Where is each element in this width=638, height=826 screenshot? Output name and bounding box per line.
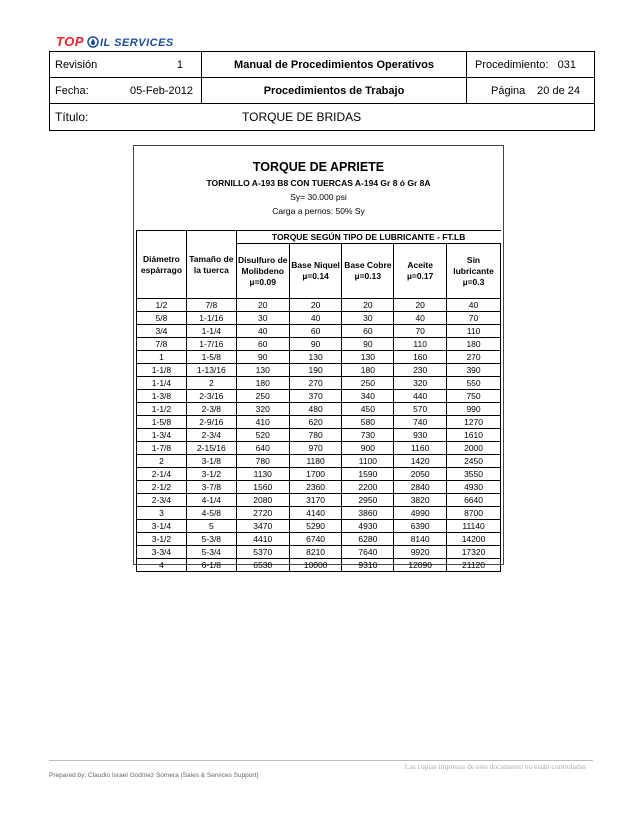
table-cell: 20 (342, 299, 394, 312)
table-cell: 900 (342, 442, 394, 455)
table-cell: 14200 (447, 533, 501, 546)
table-cell: 3-3/4 (137, 546, 187, 559)
table-cell: 1420 (394, 455, 447, 468)
table-cell: 4-1/4 (186, 494, 236, 507)
table-row (137, 429, 501, 442)
table-cell: 1-1/4 (137, 377, 187, 390)
table-cell: 1130 (236, 468, 289, 481)
table-cell: 130 (236, 364, 289, 377)
title-label: Título: (55, 110, 89, 124)
table-cell: 1-7/8 (137, 442, 187, 455)
table-row (137, 455, 501, 468)
table-cell: 2-1/4 (137, 468, 187, 481)
table-cell: 2 (186, 377, 236, 390)
table-cell: 11140 (447, 520, 501, 533)
table-cell: 1-1/16 (186, 312, 236, 325)
table-cell: 1590 (342, 468, 394, 481)
header-row-revision (50, 52, 594, 78)
table-cell: 70 (447, 312, 501, 325)
manual-title: Manual de Procedimientos Operativos (202, 52, 467, 77)
header-row-date (50, 78, 594, 104)
col-header-nickel: Base Niquel µ=0.14 (289, 244, 342, 299)
table-cell: 1-3/4 (137, 429, 187, 442)
table-cell: 180 (447, 338, 501, 351)
table-cell: 17320 (447, 546, 501, 559)
table-cell: 180 (342, 364, 394, 377)
page-label: Página (491, 84, 526, 97)
table-cell: 550 (447, 377, 501, 390)
table-cell: 640 (236, 442, 289, 455)
table-cell: 4140 (289, 507, 342, 520)
logo-top-text: TOP (56, 34, 84, 49)
table-row (137, 468, 501, 481)
table-cell: 40 (447, 299, 501, 312)
table-cell: 2-3/4 (186, 429, 236, 442)
section-title: Procedimientos de Trabajo (202, 78, 467, 103)
table-row (137, 546, 501, 559)
table-cell: 1-3/8 (137, 390, 187, 403)
table-cell: 1-1/8 (137, 364, 187, 377)
table-cell: 130 (289, 351, 342, 364)
torque-bolt-spec: TORNILLO A-193 B8 CON TUERCAS A-194 Gr 8 ó Gr 8A (206, 178, 431, 188)
table-cell: 5-3/8 (186, 533, 236, 546)
table-cell: 6390 (394, 520, 447, 533)
table-cell: 4990 (394, 507, 447, 520)
table-cell: 1180 (289, 455, 342, 468)
table-cell: 3-7/8 (186, 481, 236, 494)
procedure-value: 031 (557, 58, 576, 71)
table-row (137, 507, 501, 520)
table-cell: 6-1/8 (186, 559, 236, 572)
table-row (137, 377, 501, 390)
table-cell: 1 (137, 351, 187, 364)
table-row (137, 442, 501, 455)
table-cell: 30 (342, 312, 394, 325)
table-cell: 8700 (447, 507, 501, 520)
table-row (137, 481, 501, 494)
table-cell: 1/2 (137, 299, 187, 312)
table-cell: 3/4 (137, 325, 187, 338)
table-cell: 2080 (236, 494, 289, 507)
table-cell: 12090 (394, 559, 447, 572)
table-cell: 450 (342, 403, 394, 416)
table-cell: 2360 (289, 481, 342, 494)
torque-table-body (137, 299, 501, 572)
table-cell: 40 (236, 325, 289, 338)
table-cell: 570 (394, 403, 447, 416)
table-cell: 1-5/8 (186, 351, 236, 364)
table-cell: 520 (236, 429, 289, 442)
table-cell: 5-3/4 (186, 546, 236, 559)
table-cell: 270 (289, 377, 342, 390)
table-cell: 270 (447, 351, 501, 364)
torque-table (136, 230, 501, 572)
table-cell: 5290 (289, 520, 342, 533)
table-cell: 1-1/2 (137, 403, 187, 416)
table-cell: 2-3/4 (137, 494, 187, 507)
table-cell: 8210 (289, 546, 342, 559)
document-header (49, 51, 595, 131)
table-cell: 20 (236, 299, 289, 312)
table-cell: 1560 (236, 481, 289, 494)
table-cell: 40 (289, 312, 342, 325)
table-cell: 160 (394, 351, 447, 364)
table-cell: 6640 (447, 494, 501, 507)
col-header-diameter: Diámetro espárrago (137, 231, 187, 299)
table-cell: 1270 (447, 416, 501, 429)
table-cell: 5 (186, 520, 236, 533)
header-row-title (50, 104, 594, 130)
table-cell: 370 (289, 390, 342, 403)
table-cell: 20 (289, 299, 342, 312)
table-cell: 780 (236, 455, 289, 468)
table-cell: 30 (236, 312, 289, 325)
col-header-oil: Aceite µ=0.17 (394, 244, 447, 299)
table-cell: 2950 (342, 494, 394, 507)
table-cell: 90 (342, 338, 394, 351)
col-header-molybdenum: Disulfuro de Molibdeno µ=0.09 (236, 244, 289, 299)
oil-drop-icon (87, 36, 99, 48)
table-cell: 4410 (236, 533, 289, 546)
torque-table-card (133, 145, 504, 570)
torque-title: TORQUE DE APRIETE (252, 160, 385, 174)
table-cell: 60 (289, 325, 342, 338)
table-cell: 340 (342, 390, 394, 403)
table-cell: 3 (137, 507, 187, 520)
table-row (137, 416, 501, 429)
col-header-no-lubricant: Sin lubricante µ=0.3 (447, 244, 501, 299)
procedure-label: Procedimiento: (475, 58, 549, 71)
table-cell: 6740 (289, 533, 342, 546)
table-cell: 60 (342, 325, 394, 338)
torque-load: Carga a pernos: 50% Sy (272, 206, 365, 216)
table-cell: 180 (236, 377, 289, 390)
table-cell: 5/8 (137, 312, 187, 325)
table-cell: 3820 (394, 494, 447, 507)
group-header-lubricant: TORQUE SEGÚN TIPO DE LUBRICANTE - FT.LB (236, 231, 500, 244)
table-cell: 9920 (394, 546, 447, 559)
date-value: 05-Feb-2012 (130, 84, 193, 97)
table-cell: 110 (394, 338, 447, 351)
table-row (137, 312, 501, 325)
table-cell: 6280 (342, 533, 394, 546)
table-cell: 2-1/2 (137, 481, 187, 494)
table-cell: 250 (236, 390, 289, 403)
footer-prepared-by: Prepared by: Claudio Israel Godínez Somera (Sales & Services Support) (49, 772, 259, 779)
table-cell: 320 (236, 403, 289, 416)
table-cell: 480 (289, 403, 342, 416)
table-cell: 4930 (342, 520, 394, 533)
table-cell: 750 (447, 390, 501, 403)
table-cell: 1-5/8 (137, 416, 187, 429)
footer-copy-note: Las copias impresas de este documento no están controladas (404, 762, 586, 771)
table-cell: 2-15/16 (186, 442, 236, 455)
table-cell: 20 (394, 299, 447, 312)
table-cell: 60 (236, 338, 289, 351)
table-row (137, 325, 501, 338)
table-cell: 580 (342, 416, 394, 429)
table-cell: 2450 (447, 455, 501, 468)
table-cell: 1-1/4 (186, 325, 236, 338)
table-cell: 4 (137, 559, 187, 572)
table-cell: 320 (394, 377, 447, 390)
table-row (137, 494, 501, 507)
table-cell: 2-9/16 (186, 416, 236, 429)
logo-rest-text: IL SERVICES (100, 37, 174, 49)
table-row (137, 390, 501, 403)
table-cell: 90 (236, 351, 289, 364)
table-cell: 2000 (447, 442, 501, 455)
page-value: 20 de 24 (537, 84, 580, 97)
table-cell: 7640 (342, 546, 394, 559)
table-cell: 1-13/16 (186, 364, 236, 377)
torque-yield: Sy= 30.000 psi (290, 192, 347, 202)
table-cell: 740 (394, 416, 447, 429)
table-cell: 5370 (236, 546, 289, 559)
table-cell: 930 (394, 429, 447, 442)
table-cell: 990 (447, 403, 501, 416)
table-row (137, 520, 501, 533)
table-cell: 3550 (447, 468, 501, 481)
table-cell: 7/8 (137, 338, 187, 351)
table-cell: 7/8 (186, 299, 236, 312)
table-cell: 40 (394, 312, 447, 325)
table-cell: 2050 (394, 468, 447, 481)
table-row (137, 559, 501, 572)
table-cell: 1100 (342, 455, 394, 468)
table-cell: 2840 (394, 481, 447, 494)
table-cell: 2 (137, 455, 187, 468)
table-cell: 2720 (236, 507, 289, 520)
table-row (137, 299, 501, 312)
date-label: Fecha: (55, 84, 89, 97)
table-cell: 3-1/8 (186, 455, 236, 468)
table-cell: 3470 (236, 520, 289, 533)
table-cell: 70 (394, 325, 447, 338)
table-row (137, 351, 501, 364)
table-cell: 2-3/8 (186, 403, 236, 416)
table-cell: 390 (447, 364, 501, 377)
revision-label: Revisión (55, 58, 98, 71)
table-cell: 110 (447, 325, 501, 338)
table-cell: 9310 (342, 559, 394, 572)
title-value: TORQUE DE BRIDAS (242, 110, 362, 124)
table-cell: 620 (289, 416, 342, 429)
table-cell: 2-3/16 (186, 390, 236, 403)
table-cell: 730 (342, 429, 394, 442)
table-cell: 780 (289, 429, 342, 442)
table-cell: 21120 (447, 559, 501, 572)
table-cell: 410 (236, 416, 289, 429)
col-header-nut: Tamaño de la tuerca (186, 231, 236, 299)
table-cell: 190 (289, 364, 342, 377)
revision-value: 1 (176, 58, 183, 71)
table-cell: 1700 (289, 468, 342, 481)
table-cell: 230 (394, 364, 447, 377)
company-logo (56, 35, 176, 51)
table-cell: 440 (394, 390, 447, 403)
table-row (137, 364, 501, 377)
table-cell: 970 (289, 442, 342, 455)
table-cell: 3-1/2 (186, 468, 236, 481)
col-header-copper: Base Cobre µ=0.13 (342, 244, 394, 299)
table-cell: 8140 (394, 533, 447, 546)
table-cell: 1-7/16 (186, 338, 236, 351)
table-cell: 2200 (342, 481, 394, 494)
table-cell: 1610 (447, 429, 501, 442)
table-cell: 90 (289, 338, 342, 351)
table-row (137, 338, 501, 351)
table-cell: 1160 (394, 442, 447, 455)
table-cell: 250 (342, 377, 394, 390)
table-cell: 3-1/4 (137, 520, 187, 533)
table-row (137, 533, 501, 546)
table-cell: 3-1/2 (137, 533, 187, 546)
footer-divider (49, 760, 593, 761)
table-cell: 10000 (289, 559, 342, 572)
table-cell: 4930 (447, 481, 501, 494)
table-cell: 3860 (342, 507, 394, 520)
table-cell: 130 (342, 351, 394, 364)
table-row (137, 403, 501, 416)
table-cell: 6530 (236, 559, 289, 572)
table-cell: 4-5/8 (186, 507, 236, 520)
table-cell: 3170 (289, 494, 342, 507)
